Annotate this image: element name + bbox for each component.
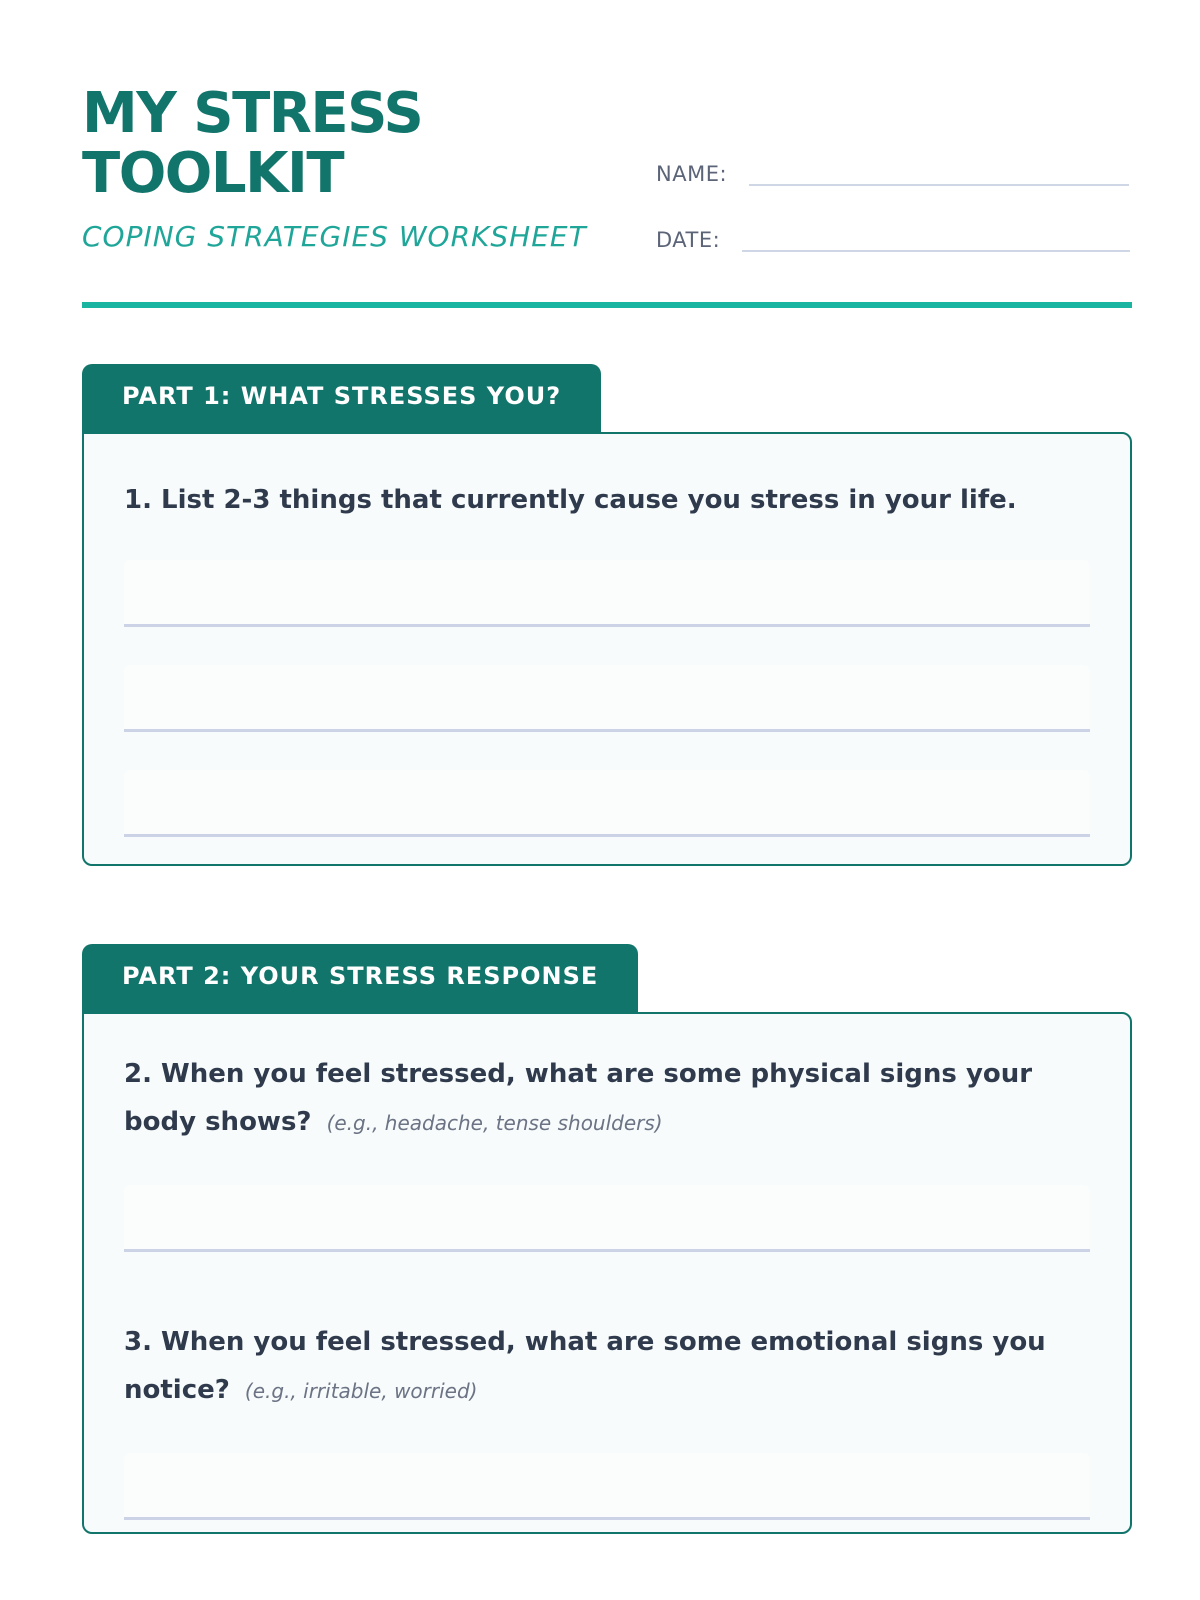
answer-line[interactable] [124,560,1090,627]
answer-line[interactable] [124,665,1090,732]
question-text [124,1050,1090,1147]
date-label: DATE: [656,228,721,252]
section-part-2 [82,944,1132,1534]
section-tab: PART 2: YOUR STRESS RESPONSE [82,944,638,1014]
page-title: MY STRESS TOOLKIT [82,81,423,206]
name-label: NAME: [656,162,728,186]
section-tab: PART 1: WHAT STRESSES YOU? [82,364,601,434]
date-input-line[interactable] [742,222,1130,252]
section-box [82,432,1132,866]
question-block [124,1318,1090,1520]
question-hint: (e.g., headache, tense shoulders) [326,1111,663,1135]
worksheet-header [82,81,1132,310]
question-text [124,1318,1090,1415]
answer-line[interactable] [124,1453,1090,1520]
question-block [124,476,1090,837]
question-label: 3. When you feel stressed, what are some emotional signs you notice? [124,1327,1046,1405]
date-field [656,222,1130,252]
page-subtitle: COPING STRATEGIES WORKSHEET [82,220,587,253]
answer-line[interactable] [124,1185,1090,1252]
question-hint: (e.g., irritable, worried) [244,1379,478,1403]
answer-line[interactable] [124,770,1090,837]
question-block [124,1050,1090,1252]
question-label: 2. When you feel stressed, what are some physical signs your body shows? [124,1059,1033,1137]
question-text [124,476,1090,524]
section-box [82,1012,1132,1534]
worksheet-page [82,81,1132,1405]
header-divider [82,302,1132,308]
name-field [656,156,1129,186]
section-part-1 [82,364,1132,866]
name-input-line[interactable] [749,156,1129,186]
question-label: 1. List 2-3 things that currently cause you stress in your life. [124,485,1017,515]
